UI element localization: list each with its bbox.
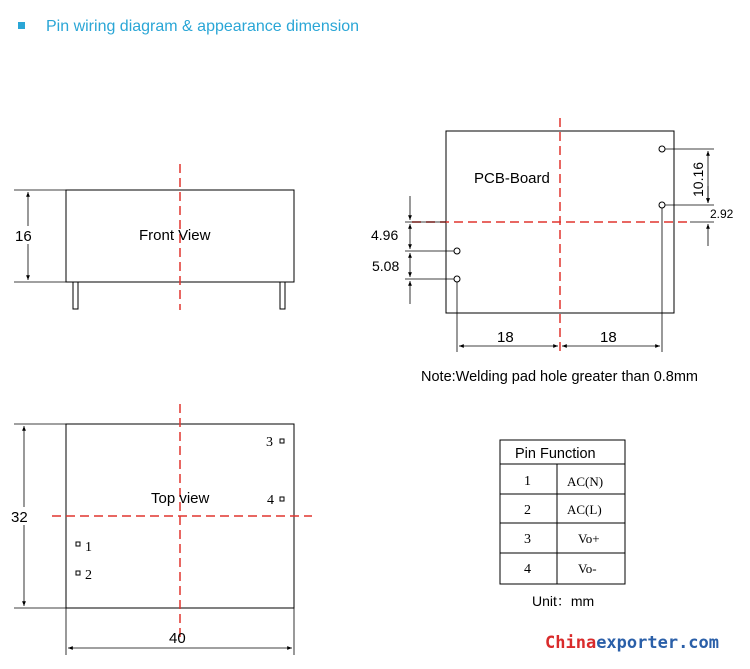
front-view-label: Front View <box>139 227 211 244</box>
watermark-brand-part2: exporter.com <box>596 633 720 653</box>
header-title: Pin wiring diagram & appearance dimension <box>46 18 360 35</box>
top-pin-1-marker <box>76 542 80 546</box>
top-pin-3-label: 3 <box>266 435 273 450</box>
watermark-brand <box>545 633 719 653</box>
pcb-dim-right-lower-label: 2.92 <box>710 207 734 221</box>
front-pin-left <box>73 282 78 309</box>
top-width-label: 40 <box>169 630 186 647</box>
pcb-dim-right-upper-label: 10.16 <box>690 161 706 197</box>
pcb-hole-4 <box>659 202 665 208</box>
table-row-2-pin: 2 <box>524 503 531 518</box>
pcb-hole-2 <box>454 276 460 282</box>
top-pin-4-label: 4 <box>267 493 274 508</box>
front-height-label: 16 <box>15 228 32 245</box>
pin-function-table <box>500 440 625 609</box>
welding-note: Note:Welding pad hole greater than 0.8mm <box>421 369 699 385</box>
pcb-dim-bottom-right-label: 18 <box>600 329 617 346</box>
unit-label: Unit：mm <box>532 593 595 609</box>
table-row-3-function: Vo+ <box>578 531 600 546</box>
watermark-brand-part1: China <box>545 633 597 653</box>
top-pin-4-marker <box>280 497 284 501</box>
top-view <box>9 404 312 655</box>
top-pin-2-marker <box>76 571 80 575</box>
pcb-board-label: PCB-Board <box>474 170 550 187</box>
top-pin-3-marker <box>280 439 284 443</box>
pcb-dim-left-bottom-label: 5.08 <box>372 258 400 274</box>
top-view-label: Top view <box>151 490 210 507</box>
square-bullet-icon <box>18 22 25 29</box>
pin-function-title: Pin Function <box>515 446 596 462</box>
top-pin-2-label: 2 <box>85 568 92 583</box>
pcb-dim-bottom-left-label: 18 <box>497 329 514 346</box>
pcb-hole-3 <box>659 146 665 152</box>
front-view <box>13 164 294 310</box>
table-row-4-function: Vo- <box>578 561 597 576</box>
top-height-label: 32 <box>11 509 28 526</box>
table-row-1-pin: 1 <box>524 474 531 489</box>
pcb-board-view <box>371 118 734 385</box>
front-pin-right <box>280 282 285 309</box>
table-row-1-function: AC(N) <box>567 474 604 489</box>
table-row-4-pin: 4 <box>524 562 531 577</box>
pcb-hole-1 <box>454 248 460 254</box>
table-row-2-function: AC(L) <box>567 502 602 517</box>
top-pin-1-label: 1 <box>85 540 92 555</box>
table-row-3-pin: 3 <box>524 532 531 547</box>
pcb-dim-left-top-label: 4.96 <box>371 227 399 243</box>
